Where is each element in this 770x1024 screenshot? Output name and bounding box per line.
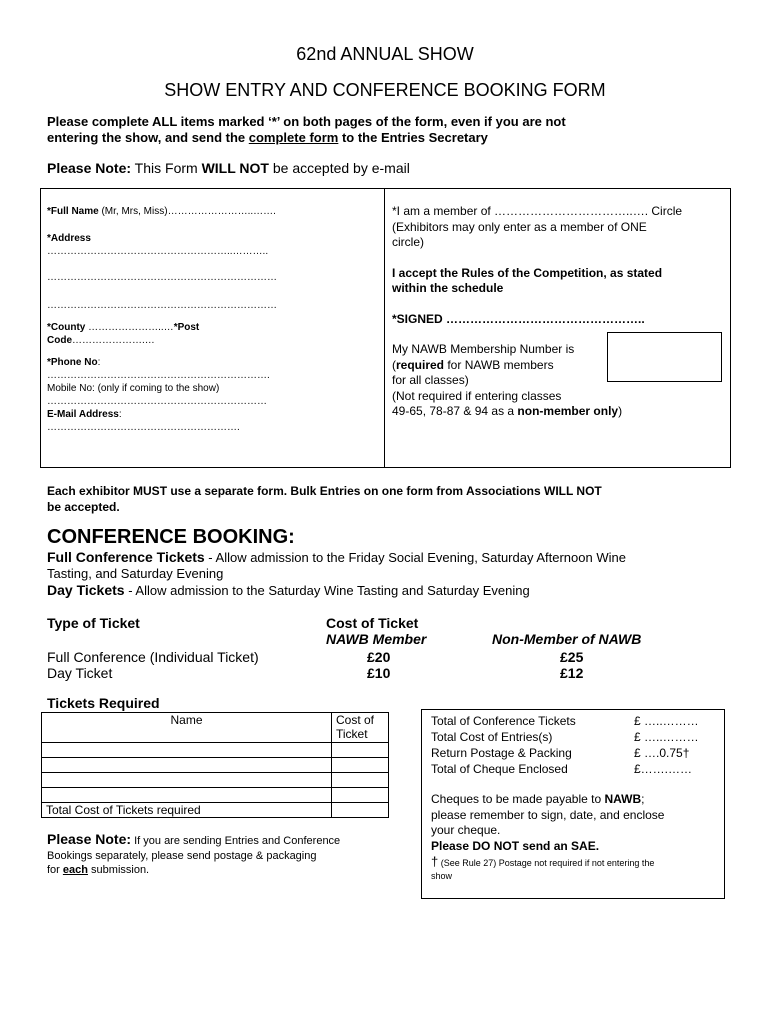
total-row bbox=[431, 762, 721, 778]
cheque-line-3: your cheque. bbox=[431, 823, 501, 837]
rules-line-2: within the schedule bbox=[392, 281, 504, 295]
bottom-note bbox=[47, 831, 387, 877]
county-dots: …………………..… bbox=[85, 322, 174, 333]
member-circle-field[interactable]: *I am a member of ……………………………..…. Circle bbox=[392, 204, 683, 218]
instructions bbox=[47, 114, 747, 146]
separate-form-line-1: Each exhibitor MUST use a separate form. Bulk Entries on one form from Associations WILL NOT bbox=[47, 484, 602, 498]
cheque-pre: Cheques to be made payable to bbox=[431, 792, 605, 806]
conference-description bbox=[47, 549, 747, 599]
nawb-line-1: My NAWB Membership Number is bbox=[392, 342, 575, 356]
nawb-required: required bbox=[396, 357, 445, 372]
email-label: E-Mail Address bbox=[47, 409, 119, 420]
bottom-note-line-3 bbox=[47, 863, 387, 877]
full-name-label: *Full Name bbox=[47, 206, 99, 217]
totals-list bbox=[431, 714, 721, 778]
bottom-note-line-2: Bookings separately, please send postage & packaging bbox=[47, 850, 317, 862]
no-sae-note: Please DO NOT send an SAE. bbox=[431, 838, 600, 853]
cost-header bbox=[332, 713, 389, 743]
ticket-cost-cell[interactable] bbox=[332, 773, 389, 788]
separate-form-note bbox=[47, 484, 747, 515]
mobile-dots[interactable]: ………………………………………………………… bbox=[47, 396, 267, 407]
phone-colon: : bbox=[97, 357, 101, 368]
rule-note bbox=[431, 854, 721, 871]
total-row bbox=[431, 714, 721, 730]
nawb-non-member: non-member only bbox=[517, 404, 619, 418]
bottom-note-label: Please Note: bbox=[47, 831, 132, 847]
ticket-name-cell[interactable] bbox=[42, 758, 332, 773]
entry-left-column bbox=[47, 205, 377, 434]
entry-right-column bbox=[392, 204, 727, 420]
ticket-total-cell[interactable] bbox=[332, 803, 389, 818]
non-member-header: Non-Member of NAWB bbox=[492, 631, 642, 647]
total-value[interactable]: £ …..……… bbox=[634, 730, 699, 744]
ticket-total-label: Total Cost of Tickets required bbox=[42, 803, 332, 818]
ticket-name-cell[interactable] bbox=[42, 773, 332, 788]
ticket-row[interactable] bbox=[42, 758, 389, 773]
cheque-line-1 bbox=[431, 792, 721, 808]
full-conference-desc: - Allow admission to the Friday Social Evening, Saturday Afternoon Wine bbox=[204, 550, 626, 565]
price-row-day-member: £10 bbox=[367, 665, 391, 681]
cost-of-ticket-header: Cost of Ticket bbox=[326, 615, 419, 631]
cheque-instructions bbox=[431, 792, 721, 882]
bottom-note-text-1: If you are sending Entries and Conference bbox=[131, 835, 341, 847]
post-code-field[interactable] bbox=[47, 334, 377, 356]
total-value[interactable]: £ ….0.75† bbox=[634, 746, 690, 760]
ticket-cost-cell[interactable] bbox=[332, 743, 389, 758]
nawb-member-header: NAWB Member bbox=[326, 631, 427, 647]
nawb-line-5 bbox=[392, 404, 727, 420]
page-title: 62nd ANNUAL SHOW bbox=[296, 44, 474, 64]
total-value[interactable]: £ …..……… bbox=[634, 714, 699, 728]
post-label: *Post bbox=[173, 322, 200, 333]
bottom-note-submission: submission. bbox=[87, 864, 150, 876]
bottom-note-each: each bbox=[62, 864, 88, 876]
ticket-total-row[interactable] bbox=[42, 803, 389, 818]
rules-line-1: I accept the Rules of the Competition, as stated bbox=[392, 265, 663, 280]
day-ticket-label: Day Tickets bbox=[47, 582, 125, 598]
ticket-cost-cell[interactable] bbox=[332, 788, 389, 803]
cheque-payee: NAWB bbox=[604, 792, 642, 806]
nawb-line-4: (Not required if entering classes bbox=[392, 388, 562, 403]
email-colon: : bbox=[118, 409, 122, 420]
nawb-line-5-post: ) bbox=[618, 404, 623, 418]
note-text: This Form bbox=[131, 160, 202, 176]
total-value[interactable]: £…….…… bbox=[634, 762, 693, 776]
phone-field[interactable] bbox=[47, 356, 377, 369]
full-name-field[interactable] bbox=[47, 205, 377, 232]
instruction-line-1: Please complete ALL items marked ‘*’ on both pages of the form, even if you are not bbox=[47, 114, 566, 129]
email-dots[interactable]: …………………………………………………. bbox=[47, 422, 240, 433]
phone-dots[interactable]: …………………………………………………………. bbox=[47, 370, 270, 381]
total-label: Total of Cheque Enclosed bbox=[431, 762, 568, 776]
price-row-full-type: Full Conference (Individual Ticket) bbox=[47, 649, 259, 665]
total-row bbox=[431, 730, 721, 746]
address-line-1[interactable]: ………………………………………………..……….. bbox=[47, 246, 269, 257]
ticket-row[interactable] bbox=[42, 788, 389, 803]
exhibitors-note-1: (Exhibitors may only enter as a member of ONE bbox=[392, 219, 647, 234]
nawb-line-5-pre: 49-65, 78-87 & 94 as a bbox=[392, 404, 518, 418]
price-row-day-type: Day Ticket bbox=[47, 665, 113, 681]
total-label: Total Cost of Entries(s) bbox=[431, 730, 553, 744]
address-label: *Address bbox=[47, 233, 91, 244]
full-name-hint: (Mr, Mrs, Miss) bbox=[98, 206, 168, 217]
type-of-ticket-header: Type of Ticket bbox=[47, 615, 140, 631]
exhibitors-note-2: circle) bbox=[392, 235, 424, 249]
dagger-icon: † bbox=[431, 854, 439, 869]
code-dots: ………………….… bbox=[72, 335, 155, 346]
nawb-paren: ( bbox=[392, 357, 396, 372]
bottom-note-for: for bbox=[47, 864, 63, 876]
form-subtitle: SHOW ENTRY AND CONFERENCE BOOKING FORM bbox=[164, 80, 606, 100]
price-row-full-member: £20 bbox=[367, 649, 391, 665]
tickets-header-row bbox=[42, 713, 389, 743]
complete-form-text: complete form bbox=[248, 130, 339, 145]
address-line-3[interactable]: …………………………………………………………… bbox=[47, 300, 277, 311]
ticket-cost-cell[interactable] bbox=[332, 758, 389, 773]
bottom-note-line-1 bbox=[47, 831, 387, 849]
mobile-label: Mobile No: (only if coming to the show) bbox=[47, 383, 220, 394]
cheque-line-2: please remember to sign, date, and enclose bbox=[431, 807, 665, 822]
ticket-row[interactable] bbox=[42, 743, 389, 758]
name-header: Name bbox=[42, 713, 332, 743]
note-label: Please Note: bbox=[47, 160, 132, 176]
nawb-number-input[interactable] bbox=[607, 332, 722, 382]
total-label: Return Postage & Packing bbox=[431, 746, 572, 760]
instruction-text: entering the show, and send the bbox=[47, 130, 249, 145]
note-end: be accepted by e-mail bbox=[268, 160, 410, 176]
ticket-name-cell[interactable] bbox=[42, 788, 332, 803]
instruction-text-end: to the Entries Secretary bbox=[338, 130, 488, 145]
separate-form-line-2: be accepted. bbox=[47, 499, 120, 514]
signature-field[interactable]: *SIGNED ………………………………………….. bbox=[392, 311, 645, 326]
full-conference-desc-1 bbox=[47, 549, 747, 566]
phone-label: *Phone No bbox=[47, 357, 98, 368]
note-bold: WILL NOT bbox=[201, 160, 269, 176]
price-row-day-nonmember: £12 bbox=[560, 665, 584, 681]
code-label: Code bbox=[47, 335, 72, 346]
full-conference-label: Full Conference Tickets bbox=[47, 549, 205, 565]
tickets-required-heading: Tickets Required bbox=[47, 695, 160, 711]
ticket-name-cell[interactable] bbox=[42, 743, 332, 758]
cost-header-1: Cost of bbox=[336, 713, 375, 727]
rule-note-show: show bbox=[431, 870, 453, 881]
full-conference-desc-2: Tasting, and Saturday Evening bbox=[47, 566, 224, 581]
nawb-line-3: for all classes) bbox=[392, 373, 469, 387]
email-note bbox=[47, 160, 410, 176]
county-field[interactable] bbox=[47, 321, 377, 334]
total-row bbox=[431, 746, 721, 762]
county-label: *County bbox=[47, 322, 86, 333]
email-field[interactable] bbox=[47, 408, 377, 421]
full-name-dots: ……………………..……. bbox=[167, 206, 276, 217]
day-ticket-desc bbox=[47, 582, 747, 599]
price-row-full-nonmember: £25 bbox=[560, 649, 584, 665]
ticket-row[interactable] bbox=[42, 773, 389, 788]
total-label: Total of Conference Tickets bbox=[431, 714, 576, 728]
cheque-post: ; bbox=[641, 792, 645, 806]
rule-note-text: (See Rule 27) Postage not required if not entering the bbox=[438, 858, 655, 868]
instruction-line-2 bbox=[47, 130, 747, 146]
cost-header-2: Ticket bbox=[336, 727, 368, 741]
address-line-2[interactable]: …………………………………………………………… bbox=[47, 272, 277, 283]
day-ticket-text: - Allow admission to the Saturday Wine Tasting and Saturday Evening bbox=[124, 583, 530, 598]
entry-box-divider bbox=[384, 188, 385, 468]
conference-heading: CONFERENCE BOOKING: bbox=[47, 526, 295, 548]
nawb-line-2-rest: for NAWB members bbox=[444, 357, 554, 372]
tickets-table bbox=[41, 712, 389, 818]
